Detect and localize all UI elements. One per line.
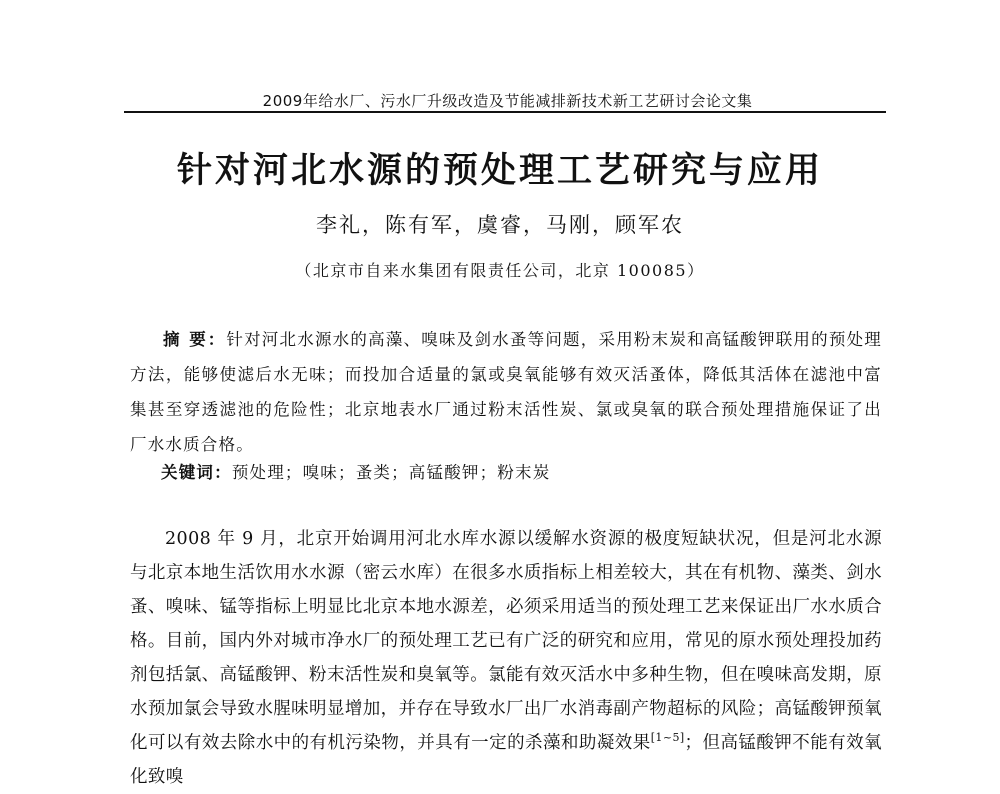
abstract-text: 针对河北水源水的高藻、嗅味及剑水蚤等问题，采用粉末炭和高锰酸钾联用的预处理方法，能够使滤后水无味；而投加合适量的氯或臭氧能够有效灭活蚤体，降低其活体在滤池中富集甚至穿透滤池的危险性；北京地表水厂通过粉末活性炭、氯或臭氧的联合预处理措施保证了出厂水水质合格。 bbox=[130, 330, 883, 454]
keywords-label: 关键词： bbox=[161, 463, 232, 482]
body-text-tail: ；但高锰酸钾不能有效氧化致嗅 bbox=[130, 733, 882, 787]
citation-ref: [1~5] bbox=[650, 731, 685, 745]
abstract bbox=[130, 322, 882, 462]
body-paragraph bbox=[130, 522, 882, 794]
running-header: 2009年给水厂、污水厂升级改造及节能减排新技术新工艺研讨会论文集 bbox=[262, 92, 753, 110]
paper-title: 针对河北水源的预处理工艺研究与应用 bbox=[176, 151, 823, 191]
header-rule bbox=[124, 111, 886, 113]
author-list: 李礼，陈有军，虞睿，马刚，顾军农 bbox=[316, 213, 684, 237]
keywords bbox=[161, 459, 550, 483]
affiliation: （北京市自来水集团有限责任公司，北京 100085） bbox=[295, 261, 705, 280]
body-text-main: 2008 年 9 月，北京开始调用河北水库水源以缓解水资源的极度短缺状况，但是河北水源与北京本地生活饮用水水源（密云水库）在很多水质指标上相差较大，其在有机物、藻类、剑水蚤、嗅味、锰等指标上明显比北京本地水源差，必须采用适当的预处理工艺来保证出厂水水质合格。目前，国内外对城市净水厂的预处理工艺已有广泛的研究和应用，常见的原水预处理投加药剂包括氯、高锰酸钾、粉末活性炭和臭氧等。氯能有效灭活水中多种生物，但在嗅味高发期，原水预加氯会导致水腥味明显增加，并存在导致水厂出厂水消毒副产物超标的风险；高锰酸钾预氧化可以有效去除水中的有机污染物，并具有一定的杀藻和助凝效果 bbox=[130, 529, 882, 753]
abstract-label: 摘 要： bbox=[163, 330, 227, 349]
keywords-text: 预处理；嗅味；蚤类；高锰酸钾；粉末炭 bbox=[231, 463, 551, 482]
